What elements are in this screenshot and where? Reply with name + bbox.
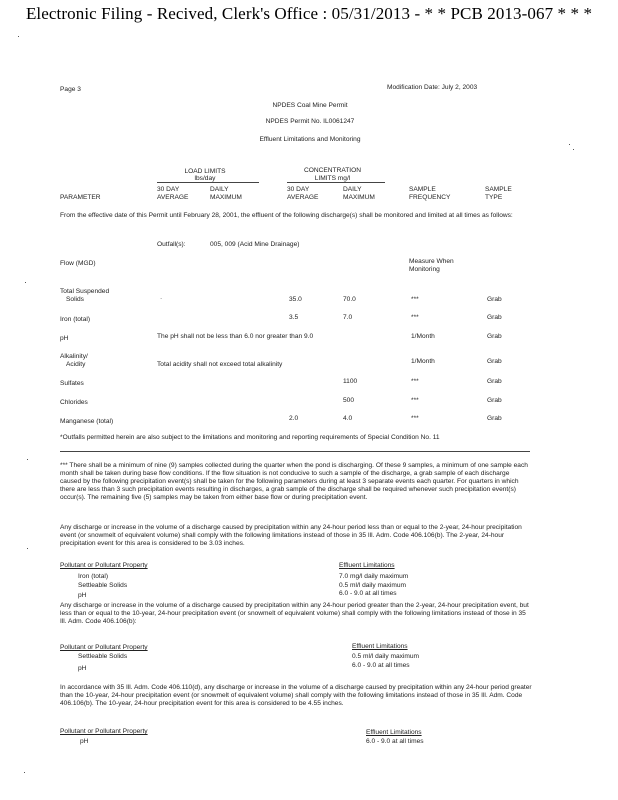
row-tss-freq: *** — [411, 296, 419, 303]
row-ph-name: pH — [60, 335, 69, 342]
load-unit: lbs/day — [194, 175, 216, 182]
filing-stamp: Electronic Filing - Recived, Clerk's Office : 05/31/2013 - * * PCB 2013-067 * * * — [25, 4, 593, 23]
block2-r1: 0.5 ml/l daily maximum — [352, 653, 420, 660]
row-alk-type: Grab — [487, 358, 502, 365]
permit-title: NPDES Coal Mine Permit — [272, 102, 348, 109]
row-alk-note: Total acidity shall not exceed total alkalinity — [157, 361, 283, 368]
block2-l2: pH — [78, 665, 87, 672]
block1-right-head: Effluent Limitations — [339, 562, 395, 569]
row-ph-type: Grab — [487, 333, 502, 340]
outfall-value: 005, 009 (Acid Mine Drainage) — [210, 241, 300, 248]
row-sulfates-max: 1100 — [343, 378, 358, 385]
row-flow-freq-1: Measure When — [409, 258, 454, 265]
row-chlorides-freq: *** — [411, 397, 419, 404]
concentration-header: CONCENTRATION — [303, 167, 362, 174]
row-alk-name-2: Acidity — [66, 361, 86, 368]
block2-right-head: Effluent Limitations — [352, 643, 408, 650]
paragraph-accordance: In accordance with 35 Ill. Adm. Code 406.110(d), any discharge or increase in the volume of a discharge caused by precipitation within any 24-hour period greater than the 10-year, 24-hour precipitation event (or snowmelt of equivalent volume) shall comply with the following limitations instead of those in 35 Ill. Adm. Code 406.106(b). The 10-year, 24-hour precipitation event for this area is considered to be 4.55 inches. — [60, 684, 532, 707]
col-freq-2: FREQUENCY — [409, 194, 451, 201]
block2-r2: 6.0 - 9.0 at all times — [352, 662, 410, 669]
row-tss-load: · — [160, 295, 163, 302]
col-type-1: SAMPLE — [485, 186, 512, 193]
paragraph-2yr: Any discharge or increase in the volume of a discharge caused by precipitation within any 24-hour period less than or equal to the 2-year, 24-hour precipitation event (or snowmelt of equivalent volume) shall comply with the following limitations instead of those in 35 Ill. Adm. Code 406.106(b). The 2-year, 24-hour precipitation event for this area is considered to be 3.03 inches. — [60, 524, 522, 547]
col-conc-avg-1: 30 DAY — [287, 186, 310, 193]
concentration-unit: LIMITS mg/l — [314, 175, 351, 182]
block1-l3: pH — [78, 592, 87, 599]
block1-r1: 7.0 mg/l daily maximum — [339, 573, 409, 580]
row-chlorides-max: 500 — [343, 397, 355, 404]
row-tss-name-2: Solids — [66, 296, 84, 303]
row-iron-name: Iron (total) — [60, 316, 91, 323]
block1-left-head: Pollutant or Pollutant Property — [60, 562, 148, 569]
row-sulfates-name: Sulfates — [60, 380, 84, 387]
row-ph-note: The pH shall not be less than 6.0 nor greater than 9.0 — [157, 333, 314, 340]
row-mn-avg: 2.0 — [289, 415, 299, 422]
row-mn-max: 4.0 — [343, 415, 353, 422]
row-tss-avg: 35.0 — [289, 296, 302, 303]
block2-l1: Settleable Solids — [78, 653, 128, 660]
col-load-max-2: MAXIMUM — [210, 194, 242, 201]
block1-l2: Settleable Solids — [78, 582, 128, 589]
row-mn-freq: *** — [411, 415, 419, 422]
row-mn-name: Manganese (total) — [60, 418, 114, 425]
col-freq-1: SAMPLE — [409, 186, 436, 193]
block1-l1: Iron (total) — [78, 573, 109, 580]
col-parameter: PARAMETER — [60, 194, 101, 201]
row-tss-max: 70.0 — [343, 296, 356, 303]
block3-l1: pH — [80, 738, 89, 745]
col-type-2: TYPE — [485, 194, 503, 201]
footnote: *Outfalls permitted herein are also subject to the limitations and monitoring and reporting requirements of Special Condition No. 11 — [60, 434, 440, 441]
row-tss-type: Grab — [487, 296, 502, 303]
col-conc-avg-2: AVERAGE — [287, 194, 319, 201]
col-load-avg-1: 30 DAY — [157, 186, 180, 193]
row-tss-name-1: Total Suspended — [60, 288, 110, 295]
block1-r2: 0.5 ml/l daily maximum — [339, 582, 407, 589]
row-flow-freq-2: Monitoring — [409, 266, 440, 273]
paragraph-10yr: Any discharge or increase in the volume of a discharge caused by precipitation within any 24-hour period greater than the 2-year, 24-hour precipitation event, but less than or equal to the 10-year, 24-hour precipitation event (or snowmelt of equivalent volume) shall comply with the following limitations instead of those in 35 Ill. Adm. Code 406.106(b): — [60, 602, 529, 625]
row-iron-type: Grab — [487, 314, 502, 321]
col-conc-max-1: DAILY — [343, 186, 362, 193]
load-limits-header: LOAD LIMITS — [184, 168, 226, 175]
row-sulfates-type: Grab — [487, 378, 502, 385]
row-alk-freq: 1/Month — [411, 358, 435, 365]
block3-left-head: Pollutant or Pollutant Property — [60, 728, 148, 735]
row-ph-freq: 1/Month — [411, 333, 435, 340]
intro-paragraph: From the effective date of this Permit until February 28, 2001, the effluent of the following discharge(s) shall be monitored and limited at all times as follows: — [60, 212, 513, 219]
row-sulfates-freq: *** — [411, 378, 419, 385]
row-chlorides-name: Chlorides — [60, 399, 88, 406]
permit-number: NPDES Permit No. IL0061247 — [265, 118, 355, 125]
block3-right-head: Effluent Limitations — [366, 729, 422, 736]
col-conc-max-2: MAXIMUM — [343, 194, 375, 201]
row-iron-freq: *** — [411, 314, 419, 321]
row-iron-max: 7.0 — [343, 314, 353, 321]
block1-r3: 6.0 - 9.0 at all times — [339, 590, 397, 597]
row-flow-name: Flow (MGD) — [60, 260, 96, 267]
paragraph-sampling: *** There shall be a minimum of nine (9) samples collected during the quarter when the pond is discharging. Of these 9 samples, a minimum of one sample each month shall be taken during base flow conditions. If the flow situation is not conducive to such a sample of the discharge, a grab sample of each discharge caused by the following precipitation event(s) shall be taken for the following parameters during at least 3 separate events each quarter. For quarters in which there are less than 3 such precipitation events resulting in discharges, a grab sample of the discharge shall be required whenever such precipitation event(s) occur(s). The remaining five (5) samples may be taken from either base flow or during precipitation event. — [60, 462, 528, 501]
col-load-max-1: DAILY — [210, 186, 229, 193]
section-title: Effluent Limitations and Monitoring — [259, 136, 361, 143]
page-number: Page 3 — [60, 86, 81, 93]
row-iron-avg: 3.5 — [289, 314, 299, 321]
col-load-avg-2: AVERAGE — [157, 194, 189, 201]
block2-left-head: Pollutant or Pollutant Property — [60, 644, 148, 651]
row-chlorides-type: Grab — [487, 397, 502, 404]
block3-r1: 6.0 - 9.0 at all times — [366, 738, 424, 745]
row-mn-type: Grab — [487, 415, 502, 422]
row-alk-name-1: Alkalinity/ — [60, 353, 88, 360]
outfall-label: Outfall(s): — [157, 241, 186, 248]
modification-date: Modification Date: July 2, 2003 — [387, 84, 478, 91]
